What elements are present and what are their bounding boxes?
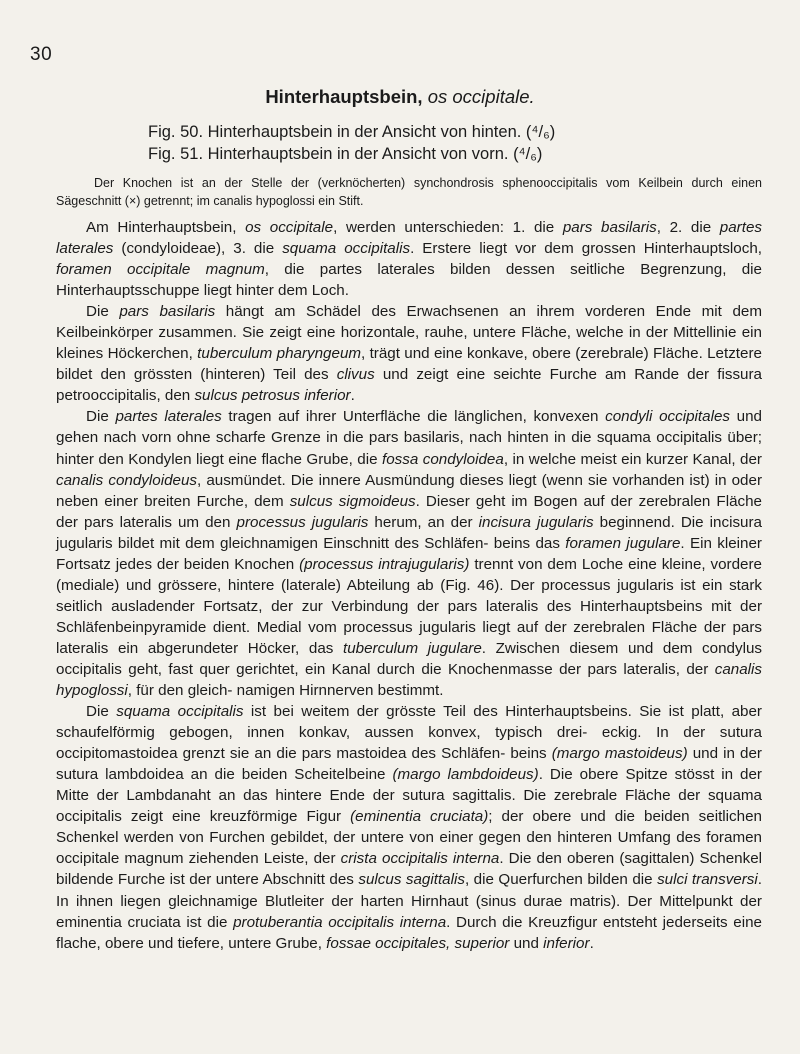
figure-scale: (⁴/₆) [525, 123, 556, 141]
text-run: , für den gleich- namigen Hirnnerven bestimmt. [127, 682, 444, 700]
figure-line [148, 121, 555, 143]
figure-list [148, 121, 555, 165]
latin-term: partes laterales [115, 408, 222, 426]
text-run: Die [86, 303, 120, 321]
text-run: . Erstere liegt vor dem grossen Hinterhauptsloch, [410, 240, 762, 258]
text-run: , ausmündet. Die innere Ausmündung dieses liegt (wenn sie vorhanden ist) in oder neben einer breiten Furche, dem [56, 471, 762, 510]
latin-term: sulci transversi [657, 871, 758, 889]
latin-term: fossae occipitales, superior [326, 934, 510, 952]
latin-term: tuberculum jugulare [343, 639, 482, 657]
text-run: . Die den oberen (sagittalen) Schenkel bildende Furche ist der untere Abschnitt des [56, 850, 763, 889]
figure-text: Hinterhauptsbein in der Ansicht von vorn. [207, 145, 509, 163]
latin-term: pars basilaris [119, 303, 216, 321]
latin-term: (margo mastoideus) [551, 745, 688, 763]
figure-caption: Der Knochen ist an der Stelle der (verknöcherten) synchondrosis sphenooccipitalis vom Keilbein durch einen Sägeschnitt (×) getrennt; im canalis hypoglossi ein Stift. [56, 176, 762, 208]
latin-term: sulcus sigmoideus [289, 492, 416, 510]
latin-term: clivus [336, 366, 375, 384]
paragraph [56, 701, 762, 954]
latin-term: os occipitale [245, 219, 334, 236]
text-run: . [350, 387, 355, 405]
figure-text: Hinterhauptsbein in der Ansicht von hinten. [207, 123, 522, 141]
text-run: . In ihnen liegen gleichnamige Blutleiter der harten Hirnhaut (sinus durae matris). Der Mittelpunkt der eminentia cruciata ist die [56, 871, 763, 931]
latin-term: protuberantia occipitalis interna [233, 913, 447, 931]
text-run: Die [86, 703, 117, 721]
latin-term: tuberculum pharyngeum [197, 345, 362, 363]
text-run: ist bei weitem der grösste Teil des Hinterhauptsbeins. Sie ist platt, aber schaufelförmig gebogen, innen konkav, aussen konvex, typisch drei- eckig. In der sutura occipitomastoidea grenzt sie an die pars mastoidea des Schläfen- beins [56, 703, 762, 763]
latin-term: partes laterales [56, 219, 762, 258]
text-run: . Zwischen diesem und dem condylus occipitalis geht, fast quer gerichtet, ein Kanal durch die Knochenmasse der pars lateralis, der [56, 639, 762, 678]
text-run: Am Hinterhauptsbein, [86, 219, 246, 236]
latin-term: (processus intrajugularis) [299, 555, 470, 573]
latin-term: condyli occipitales [605, 408, 730, 426]
text-run: , die partes laterales bilden dessen seitliche Begrenzung, die Hinterhauptsschuppe liegt hinter dem Loch. [56, 261, 762, 300]
body-text [56, 217, 762, 954]
latin-term: squama occipitalis [116, 703, 244, 721]
latin-term: incisura jugularis [478, 513, 594, 531]
text-run: . [589, 934, 594, 952]
text-run: , trägt und eine konkave, obere (zerebrale) Fläche. Letztere bildet den grössten (hinteren) Teil des [56, 345, 762, 384]
text-run: . Die obere Spitze stösst in der Mitte der Lambdanaht an das hintere Ende der sutura sagittalis. Die zerebrale Fläche der squama occipitalis zeigt eine kreuzförmige Figur [56, 766, 762, 826]
text-run: beginnend. Die incisura jugularis bildet mit dem gleichnamigen Einschnitt des Schläfen- beins das [56, 513, 762, 552]
text-run: trennt von dem Loche eine kleine, vordere (mediale) und grössere, hintere (laterale) Abteilung ab (Fig. 46). Der processus jugularis ist ein stark seitlich ausladender Fortsatz, der zur Verbindung der pars lateralis des Hinterhauptsbeins mit der Schläfenbeinpyramide dient. Medial vom processus jugularis liegt auf der zerebralen Fläche der pars lateralis ein abgerundeter Höcker, das [56, 555, 762, 657]
latin-term: processus jugularis [236, 513, 369, 531]
latin-term: foramen occipitale magnum [56, 261, 265, 279]
latin-term: (margo lambdoideus) [392, 766, 539, 784]
text-run: , 2. die [656, 219, 720, 236]
text-run: , werden unterschieden: 1. die [333, 219, 563, 236]
text-run: (condyloideae), 3. die [113, 240, 283, 258]
figure-label: Fig. 51. [148, 145, 204, 163]
paragraph [56, 301, 762, 406]
figure-label: Fig. 50. [148, 123, 204, 141]
latin-term: fossa condyloidea [382, 450, 504, 468]
latin-term: crista occipitalis interna [340, 850, 500, 868]
text-run: . Durch die Kreuzfigur entsteht jederseits eine flache, obere und tiefere, untere Grube, [56, 913, 762, 952]
latin-term: canalis condyloideus [56, 471, 198, 489]
page-number: 30 [30, 44, 53, 65]
text-run: und in der sutura lambdoidea an die beiden Scheitelbeine [56, 745, 762, 784]
text-run: . Dieser geht im Bogen auf der zerebralen Fläche der pars lateralis um den [56, 492, 762, 531]
paragraph [56, 217, 762, 301]
latin-term: sulcus sagittalis [358, 871, 465, 889]
text-run: tragen auf ihrer Unterfläche die länglichen, konvexen [221, 408, 606, 426]
latin-term: canalis hypoglossi [56, 660, 762, 700]
text-run: und [509, 934, 544, 952]
text-run: hängt am Schädel des Erwachsenen an ihrem vorderen Ende mit dem Keilbeinkörper zusammen. Sie zeigt eine horizontale, rauhe, untere Fläche, welche in der Mittellinie ein kleines Höckerchen, [56, 303, 762, 363]
text-run: herum, an der [368, 513, 479, 531]
text-run: und zeigt eine seichte Furche am Rande der fissura petrooccipitalis, den [56, 366, 762, 405]
latin-term: foramen jugulare [565, 534, 681, 552]
text-run: , die Querfurchen bilden die [464, 871, 658, 889]
latin-term: squama occipitalis [282, 240, 411, 258]
figure-scale: (⁴/₆) [513, 145, 543, 163]
text-run: Die [86, 408, 116, 426]
text-run: , in welche meist ein kurzer Kanal, der [503, 450, 762, 468]
text-run: ; der obere und die beiden seitlichen Schenkel werden von Furchen gebildet, der untere von einer gegen den hinteren Umfang des foramen occipitale magnum ziehenden Leiste, der [56, 808, 762, 868]
section-heading [0, 86, 800, 108]
latin-term: sulcus petrosus inferior [194, 387, 351, 405]
latin-term: inferior [543, 934, 590, 952]
text-run: . Ein kleiner Fortsatz jedes der beiden Knochen [56, 534, 762, 573]
latin-term: pars basilaris [562, 219, 657, 236]
text-run: und gehen nach vorn ohne scharfe Grenze in die pars basilaris, nach hinten in die squama occipitalis über; hinter den Kondylen liegt eine flache Grube, die [56, 408, 762, 468]
figure-line [148, 143, 555, 165]
heading-main: Hinterhauptsbein, [265, 86, 423, 107]
latin-term: (eminentia cruciata) [350, 808, 489, 826]
heading-latin: os occipitale. [427, 86, 535, 107]
paragraph [56, 406, 762, 701]
